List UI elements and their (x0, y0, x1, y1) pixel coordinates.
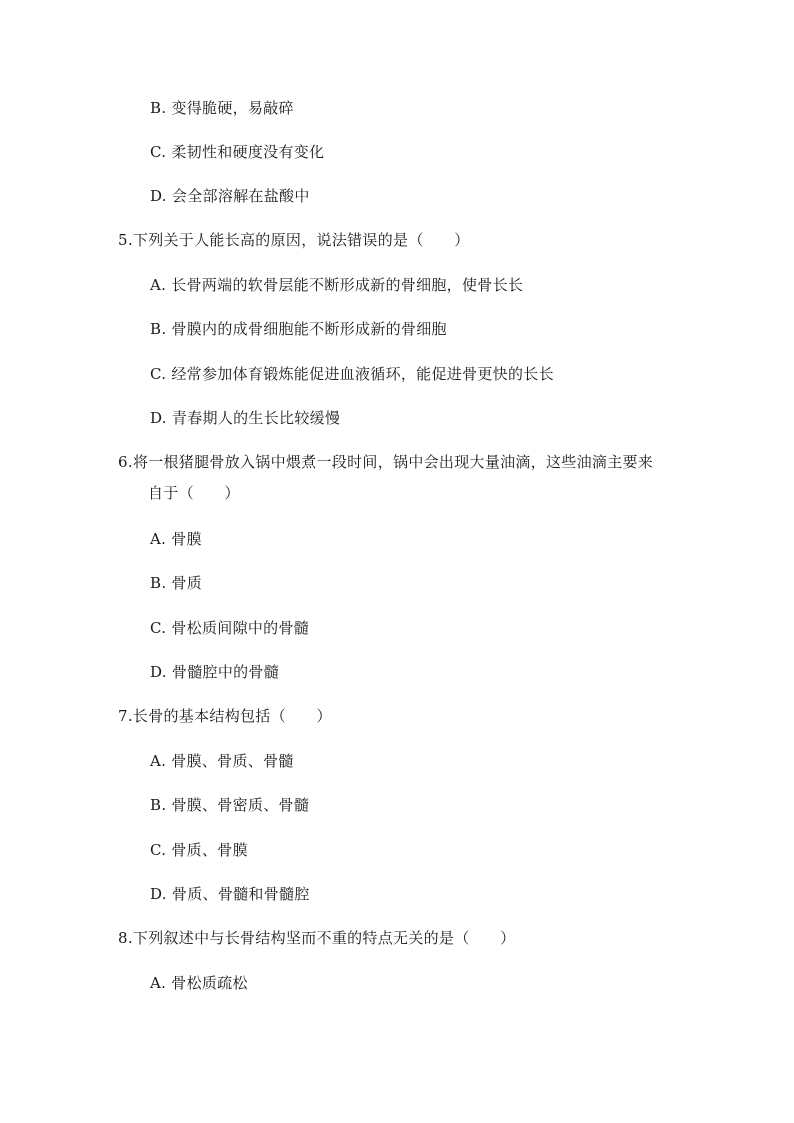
question-7-option-d: D. 骨质、骨髓和骨髓腔 (150, 885, 310, 903)
question-5-option-b: B. 骨膜内的成骨细胞能不断形成新的骨细胞 (150, 320, 447, 338)
question-7-stem: 7.长骨的基本结构包括（ ） (118, 707, 332, 725)
option-d: D. 会全部溶解在盐酸中 (150, 187, 310, 205)
question-7-option-a: A. 骨膜、骨质、骨髓 (150, 752, 294, 770)
question-7-option-b: B. 骨膜、骨密质、骨髓 (150, 796, 310, 814)
question-7-option-c: C. 骨质、骨膜 (150, 841, 248, 859)
option-c: C. 柔韧性和硬度没有变化 (150, 143, 325, 161)
question-8-stem: 8.下列叙述中与长骨结构坚而不重的特点无关的是（ ） (118, 929, 516, 947)
question-6-option-c: C. 骨松质间隙中的骨髓 (150, 619, 310, 637)
question-6-option-b: B. 骨质 (150, 574, 203, 592)
question-6-stem-line2: 自于（ ） (148, 484, 240, 502)
question-6-stem-line1: 6.将一根猪腿骨放入锅中煨煮一段时间，锅中会出现大量油滴，这些油滴主要来 (118, 453, 654, 471)
question-5-option-a: A. 长骨两端的软骨层能不断形成新的骨细胞，使骨长长 (150, 276, 524, 294)
question-6-option-d: D. 骨髓腔中的骨髓 (150, 663, 280, 681)
question-6-option-a: A. 骨膜 (150, 530, 202, 548)
option-b: B. 变得脆硬，易敲碎 (150, 99, 294, 117)
question-5-option-c: C. 经常参加体育锻炼能促进血液循环，能促进骨更快的长长 (150, 365, 554, 383)
question-5-option-d: D. 青春期人的生长比较缓慢 (150, 409, 341, 427)
question-5-stem: 5.下列关于人能长高的原因，说法错误的是（ ） (118, 231, 470, 249)
question-8-option-a: A. 骨松质疏松 (150, 974, 248, 992)
